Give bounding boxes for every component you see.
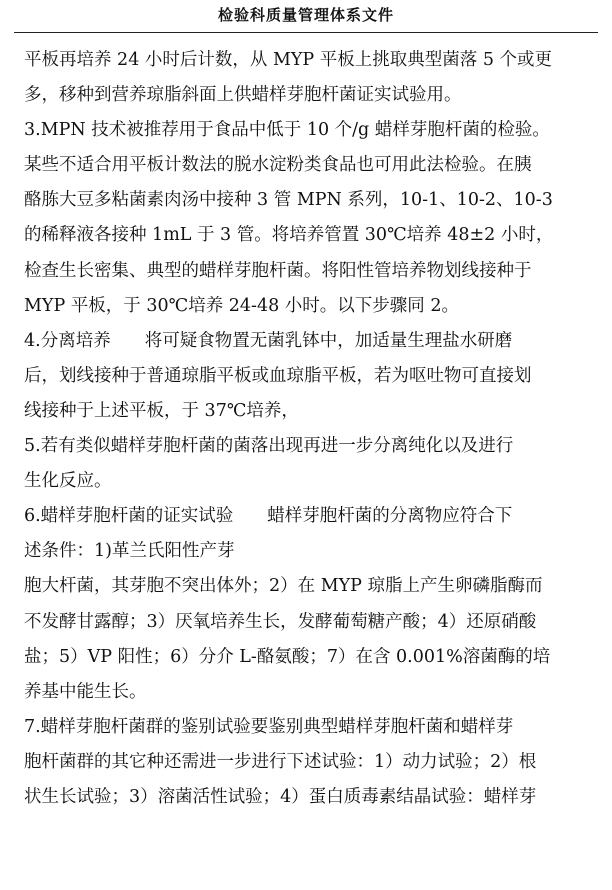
text-line: 5.若有类似蜡样芽胞杆菌的菌落出现再进一步分离纯化以及进行 — [24, 436, 514, 457]
text-line: 状生长试验；3）溶菌活性试验；4）蛋白质毒素结晶试验：蜡样芽 — [24, 786, 537, 807]
text-line: 胞杆菌群的其它种还需进一步进行下述试验：1）动力试验；2）根 — [24, 751, 537, 772]
section-text-isolation: 将可疑食物置无菌乳钵中，加适量生理盐水研磨 — [144, 330, 513, 351]
text-line: 养基中能生长。 — [24, 681, 147, 702]
text-line: 检查生长密集、典型的蜡样芽胞杆菌。将阳性管培养物划线接种于 — [24, 260, 532, 281]
header-divider — [14, 32, 598, 33]
document-header-title: 检验科质量管理体系文件 — [217, 6, 394, 24]
text-line-with-heading — [24, 499, 594, 534]
text-line: 生化反应。 — [24, 471, 112, 492]
section-text-confirmation: 蜡样芽胞杆菌的分离物应符合下 — [267, 506, 513, 527]
text-line: 后，划线接种于普通琼脂平板或血琼脂平板，若为呕吐物可直接划 — [24, 365, 532, 386]
text-line: 平板再培养 24 小时后计数，从 MYP 平板上挑取典型菌落 5 个或更 — [24, 50, 553, 70]
text-line: 7.蜡样芽胞杆菌群的鉴别试验要鉴别典型蜡样芽胞杆菌和蜡样芽 — [24, 716, 514, 737]
section-heading-isolation: 4.分离培养 — [24, 330, 111, 351]
text-line: 不发酵甘露醇；3）厌氧培养生长，发酵葡萄糖产酸；4）还原硝酸 — [24, 611, 537, 632]
text-line: MYP 平板，于 30℃培养 24-48 小时。以下步骤同 2。 — [24, 295, 459, 316]
text-line: 胞大杆菌，其芽胞不突出体外；2）在 MYP 琼脂上产生卵磷脂酶而 — [24, 576, 543, 597]
text-line-with-heading — [24, 324, 594, 359]
document-body — [24, 43, 594, 815]
text-line: 3.MPN 技术被推荐用于食品中低于 10 个/g 蜡样芽胞杆菌的检验。 — [24, 120, 550, 141]
text-line: 酪胨大豆多粘菌素肉汤中接种 3 管 MPN 系列，10-1、10-2、10-3 — [24, 190, 553, 211]
text-line: 多，移种到营养琼脂斜面上供蜡样芽胞杆菌证实试验用。 — [24, 85, 462, 106]
text-line: 某些不适合用平板计数法的脱水淀粉类食品也可用此法检验。在胰 — [24, 155, 532, 176]
text-line: 线接种于上述平板，于 37℃培养， — [24, 400, 299, 421]
text-line: 的稀释液各接种 1mL 于 3 管。将培养管置 30℃培养 48±2 小时， — [24, 225, 554, 246]
text-line: 盐；5）VP 阳性；6）分介 L-酪氨酸；7）在含 0.001%溶菌酶的培 — [24, 646, 551, 667]
section-heading-confirmation: 6.蜡样芽胞杆菌的证实试验 — [24, 506, 234, 527]
text-line: 述条件：1)革兰氏阳性产芽 — [24, 541, 235, 562]
